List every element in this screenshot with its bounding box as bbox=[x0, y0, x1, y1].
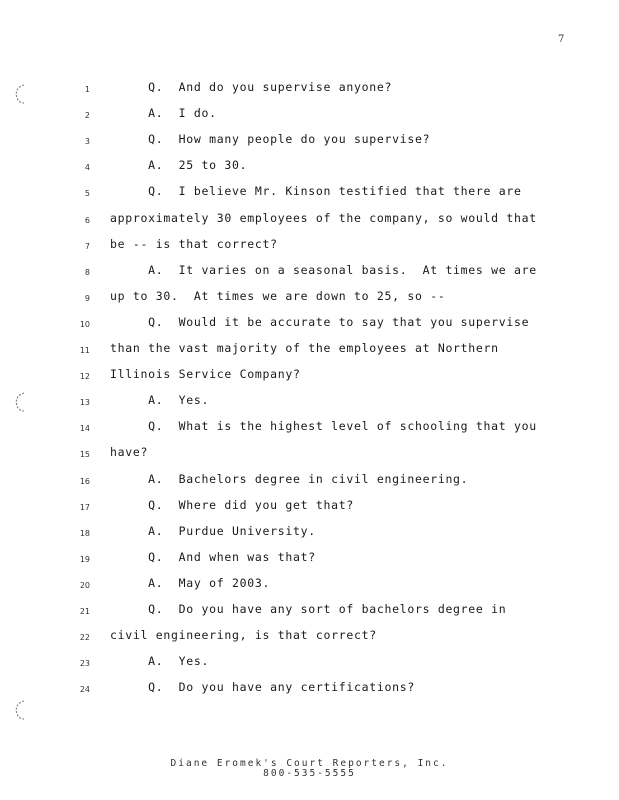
line-number: 24 bbox=[79, 685, 90, 695]
line-text: Q. Where did you get that? bbox=[110, 497, 354, 512]
line-number: 20 bbox=[79, 580, 90, 590]
transcript-line bbox=[0, 419, 619, 439]
line-number: 12 bbox=[79, 372, 90, 382]
line-number: 8 bbox=[84, 267, 90, 277]
line-text: Q. And do you supervise anyone? bbox=[110, 80, 393, 94]
line-number: 5 bbox=[84, 189, 90, 199]
transcript-line bbox=[0, 654, 619, 674]
line-text: A. 25 to 30. bbox=[110, 158, 248, 173]
transcript-line bbox=[0, 184, 619, 204]
line-text: A. I do. bbox=[110, 106, 217, 121]
line-number: 23 bbox=[79, 659, 90, 669]
line-number: 21 bbox=[79, 607, 90, 616]
transcript-line bbox=[0, 211, 619, 231]
page-number: 7 bbox=[558, 34, 565, 45]
line-number: 7 bbox=[84, 241, 90, 251]
line-text: Q. And when was that? bbox=[110, 549, 316, 564]
line-number: 11 bbox=[79, 346, 90, 355]
transcript-line bbox=[0, 628, 619, 648]
transcript-line bbox=[0, 393, 619, 413]
line-number: 6 bbox=[84, 215, 90, 225]
line-number: 16 bbox=[79, 476, 90, 486]
transcript-line bbox=[0, 237, 619, 257]
transcript-line bbox=[0, 367, 619, 387]
line-text: A. Yes. bbox=[110, 393, 210, 408]
line-number: 15 bbox=[79, 450, 90, 460]
line-number: 22 bbox=[79, 633, 90, 643]
line-number: 13 bbox=[79, 398, 90, 408]
transcript-line bbox=[0, 445, 619, 465]
line-text: Illinois Service Company? bbox=[110, 367, 301, 382]
line-number: 1 bbox=[84, 85, 90, 94]
transcript-line bbox=[0, 550, 619, 570]
line-text: than the vast majority of the employees at Northern bbox=[110, 341, 499, 355]
line-text: A. Bachelors degree in civil engineering. bbox=[110, 471, 469, 486]
footer-reporter-name: Diane Eromek's Court Reporters, Inc. bbox=[170, 758, 449, 769]
transcript-line bbox=[0, 341, 619, 361]
line-text: approximately 30 employees of the company, so would that bbox=[110, 210, 537, 225]
line-text: be -- is that correct? bbox=[110, 236, 278, 251]
transcript-line bbox=[0, 576, 619, 596]
line-number: 10 bbox=[79, 319, 90, 329]
transcript-line bbox=[0, 80, 619, 100]
transcript-line bbox=[0, 680, 619, 700]
line-text: up to 30. At times we are down to 25, so -- bbox=[110, 288, 446, 303]
transcript-line bbox=[0, 498, 619, 518]
transcript-line bbox=[0, 132, 619, 152]
line-number: 18 bbox=[79, 528, 90, 538]
transcript-line bbox=[0, 158, 619, 178]
line-text: A. It varies on a seasonal basis. At times we are bbox=[110, 262, 537, 277]
line-text: Q. Would it be accurate to say that you supervise bbox=[110, 314, 530, 329]
transcript-line bbox=[0, 315, 619, 335]
transcript-line bbox=[0, 472, 619, 492]
line-text: have? bbox=[110, 445, 149, 460]
line-number: 9 bbox=[84, 293, 90, 303]
line-number: 4 bbox=[84, 163, 90, 173]
transcript-line bbox=[0, 263, 619, 283]
transcript-line bbox=[0, 289, 619, 309]
binder-hole-mark-bottom bbox=[12, 698, 28, 722]
line-number: 2 bbox=[84, 111, 90, 121]
line-text: Q. I believe Mr. Kinson testified that there are bbox=[110, 184, 522, 199]
transcript-line bbox=[0, 106, 619, 126]
line-text: Q. What is the highest level of schooling that you bbox=[110, 419, 537, 434]
line-text: Q. Do you have any certifications? bbox=[110, 680, 415, 695]
line-number: 14 bbox=[79, 424, 90, 434]
line-text: Q. Do you have any sort of bachelors degree in bbox=[110, 602, 507, 616]
line-text: Q. How many people do you supervise? bbox=[110, 132, 431, 147]
footer-phone: 800-535-5555 bbox=[263, 768, 356, 779]
line-number: 19 bbox=[79, 554, 90, 564]
transcript-line bbox=[0, 602, 619, 622]
line-number: 17 bbox=[79, 502, 90, 512]
line-number: 3 bbox=[84, 137, 90, 147]
line-text: A. Purdue University. bbox=[110, 523, 316, 538]
line-text: civil engineering, is that correct? bbox=[110, 628, 377, 643]
line-text: A. Yes. bbox=[110, 654, 210, 669]
line-text: A. May of 2003. bbox=[110, 575, 271, 590]
transcript-line bbox=[0, 524, 619, 544]
